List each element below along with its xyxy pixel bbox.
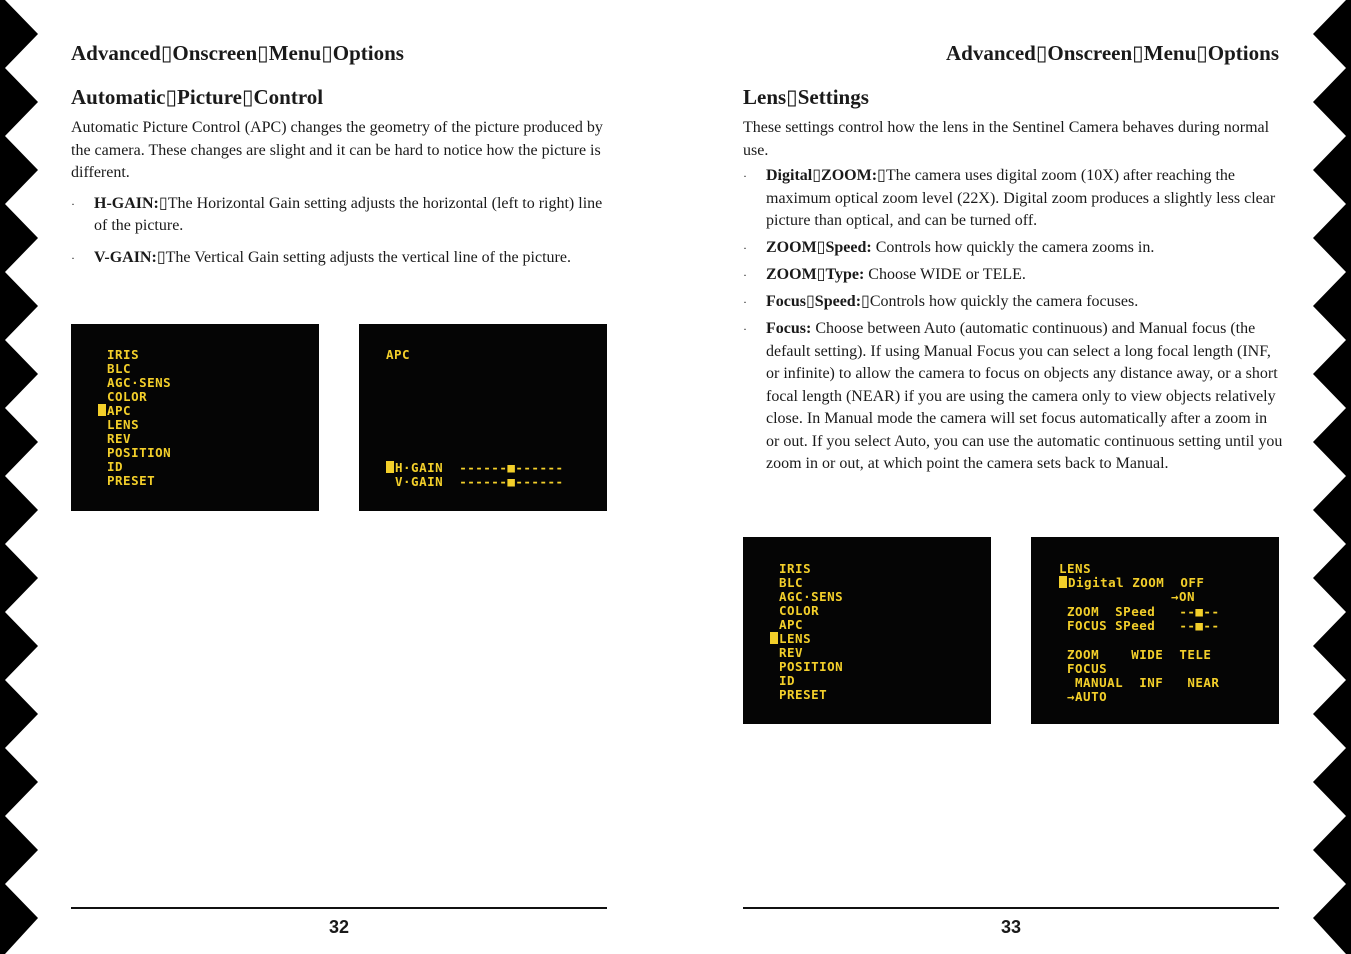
menu-item-selected: APC bbox=[98, 404, 131, 418]
bullet-term: Focus▯Speed: bbox=[766, 293, 862, 310]
bullet-term: Focus: bbox=[766, 320, 812, 337]
list-item: · ZOOM▯Type: Choose WIDE or TELE. bbox=[743, 266, 1026, 283]
page-header: Advanced▯Onscreen▯Menu▯Options bbox=[946, 41, 1279, 65]
osd-main-menu-screenshot bbox=[743, 537, 991, 724]
h-gain-row: H·GAIN ------■------ bbox=[386, 461, 564, 475]
menu-item: POSITION bbox=[779, 659, 844, 674]
menu-item: COLOR bbox=[107, 389, 148, 404]
bullet-term: ZOOM▯Type: bbox=[766, 266, 865, 283]
right-sawtooth-border bbox=[1311, 0, 1351, 954]
bullet-text: Choose between Auto (automatic continuous) and Manual focus (the default setting). If using Manual Focus you can select a long focal length (INF, or infinite) to allow the camera to focus on objects any distance away, or a short focal length (NEAR) if you are using the camera only to view objects relatively close. In Manual mode the camera will set focus automatically after a zoom in or out. If you select Auto, you can use the automatic continuous setting until you zoom in or out, at which point the camera sets back to Manual. bbox=[766, 320, 1283, 472]
menu-item: ID bbox=[107, 459, 124, 474]
intro-paragraph: These settings control how the lens in the Sentinel Camera behaves during normal use. bbox=[743, 119, 1270, 159]
menu-item: IRIS bbox=[107, 347, 140, 362]
menu-item: AGC·SENS bbox=[107, 375, 172, 390]
list-item: · H-GAIN:▯The Horizontal Gain setting adjusts the horizontal (left to right) line of the picture. bbox=[71, 194, 603, 234]
cursor-icon bbox=[770, 632, 778, 644]
bullet-term: ZOOM▯Speed: bbox=[766, 239, 872, 256]
menu-item: POSITION bbox=[107, 445, 172, 460]
osd-title: LENS bbox=[1059, 561, 1092, 576]
menu-item: LENS bbox=[107, 417, 140, 432]
manual-focus-row: MANUAL INF NEAR bbox=[1075, 675, 1220, 690]
menu-item: BLC bbox=[107, 361, 132, 376]
menu-item: COLOR bbox=[779, 603, 820, 618]
osd-title: APC bbox=[386, 347, 411, 362]
focus-speed-row: FOCUS SPeed --■-- bbox=[1067, 618, 1220, 633]
list-item: · Focus: Choose between Auto (automatic continuous) and Manual focus (the default setting). If using Manual Focus you can select a long focal length (INF, or infinite) to allow the camera to focus on objects any distance away, or a short focal length (NEAR) if you are using the camera only to view objects relatively close. In Manual mode the camera will set focus automatically after a zoom in or out. If you select Auto, you can use the automatic continuous setting until you zoom in or out, at which point the camera sets back to Manual. bbox=[743, 320, 1283, 472]
list-item: · ZOOM▯Speed: Controls how quickly the camera zooms in. bbox=[743, 239, 1155, 256]
v-gain-row: V·GAIN ------■------ bbox=[395, 474, 564, 489]
bullet-term: H-GAIN: bbox=[94, 194, 159, 212]
bullet-term: Digital▯ZOOM: bbox=[766, 167, 878, 184]
page-number: 32 bbox=[328, 917, 350, 937]
auto-focus-row: →AUTO bbox=[1067, 689, 1108, 704]
section-body bbox=[71, 117, 607, 278]
page-number: 33 bbox=[1000, 917, 1022, 937]
menu-item-selected: LENS bbox=[770, 632, 811, 646]
section-title: Lens▯Settings bbox=[743, 85, 869, 109]
bullet-text: Controls how quickly the camera zooms in. bbox=[871, 239, 1155, 256]
menu-item: AGC·SENS bbox=[779, 589, 844, 604]
menu-item: IRIS bbox=[779, 561, 812, 576]
focus-row: FOCUS bbox=[1067, 661, 1108, 676]
osd-lens-screenshot bbox=[1031, 537, 1279, 724]
bullet-text: ▯The Horizontal Gain setting adjusts the horizontal (left to right) line of the picture. bbox=[94, 194, 603, 234]
menu-item: BLC bbox=[779, 575, 804, 590]
bullet-list bbox=[743, 165, 1283, 476]
left-sawtooth-border bbox=[0, 0, 40, 954]
osd-apc-screenshot bbox=[359, 324, 607, 511]
bullet-text: Choose WIDE or TELE. bbox=[864, 266, 1026, 283]
bullet-text: ▯Controls how quickly the camera focuses. bbox=[861, 293, 1139, 310]
footer-rule bbox=[71, 907, 607, 909]
left-page bbox=[71, 0, 607, 954]
menu-item: PRESET bbox=[107, 473, 156, 488]
zoom-type-row: ZOOM WIDE TELE bbox=[1067, 647, 1212, 662]
cursor-icon bbox=[98, 404, 106, 416]
zoom-speed-row: ZOOM SPeed --■-- bbox=[1067, 604, 1220, 619]
list-item: · V-GAIN:▯The Vertical Gain setting adjusts the vertical line of the picture. bbox=[71, 248, 571, 266]
bullet-list bbox=[71, 193, 607, 270]
section-title: Automatic▯Picture▯Control bbox=[71, 85, 324, 109]
bullet-text: ▯The camera uses digital zoom (10X) after reaching the maximum optical zoom level (22X). Digital zoom produces a slightly less clear picture than optical, and can be turned off. bbox=[766, 167, 1276, 229]
list-item: · Focus▯Speed:▯Controls how quickly the camera focuses. bbox=[743, 293, 1139, 310]
section-body bbox=[743, 117, 1283, 480]
menu-item: REV bbox=[779, 645, 804, 660]
bullet-term: V-GAIN: bbox=[94, 248, 157, 266]
digital-zoom-on-option: →ON bbox=[1171, 589, 1196, 604]
menu-item: ID bbox=[779, 673, 796, 688]
osd-main-menu-screenshot bbox=[71, 324, 319, 511]
right-page bbox=[743, 0, 1283, 954]
list-item: · Digital▯ZOOM:▯The camera uses digital zoom (10X) after reaching the maximum optical zoom level (22X). Digital zoom produces a slightly less clear picture than optical, and can be turned off. bbox=[743, 167, 1276, 229]
cursor-icon bbox=[386, 461, 394, 473]
menu-item: REV bbox=[107, 431, 132, 446]
page-header: Advanced▯Onscreen▯Menu▯Options bbox=[71, 41, 404, 65]
footer-rule bbox=[743, 907, 1279, 909]
menu-item: APC bbox=[779, 617, 804, 632]
bullet-text: ▯The Vertical Gain setting adjusts the vertical line of the picture. bbox=[156, 248, 571, 266]
menu-item: PRESET bbox=[779, 687, 828, 702]
digital-zoom-row: Digital ZOOM OFF bbox=[1059, 576, 1204, 590]
intro-paragraph: Automatic Picture Control (APC) changes the geometry of the picture produced by the camera. These changes are slight and it can be hard to notice how the picture is different. bbox=[71, 119, 603, 181]
cursor-icon bbox=[1059, 576, 1067, 588]
